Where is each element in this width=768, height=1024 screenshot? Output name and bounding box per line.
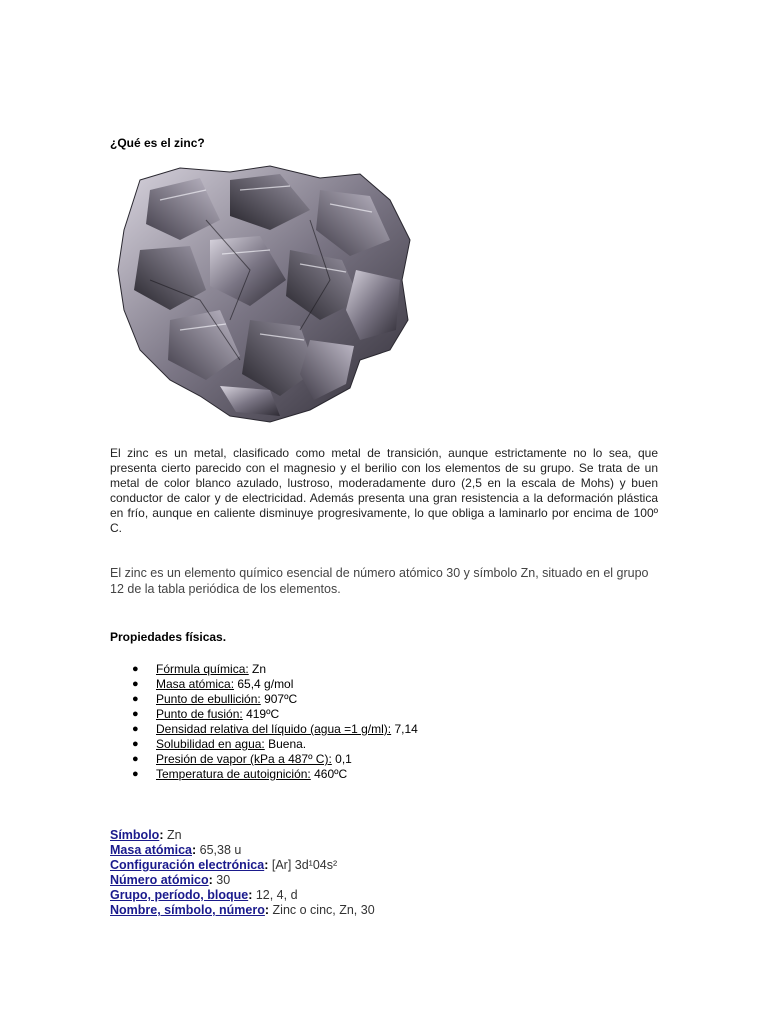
list-item xyxy=(110,767,418,782)
property-label: Densidad relativa del líquido (agua =1 g/ml): xyxy=(156,722,392,736)
fact-value: 65,38 u xyxy=(196,843,242,857)
description-paragraph: El zinc es un metal, clasificado como metal de transición, aunque estrictamente no lo sea, que presenta cierto parecido con el magnesio y el berilio con los elementos de su grupo. Se trata de un metal de color blanco azulado, lustroso, moderadamente duro (2,5 en la escala de Mohs) y buen conductor de calor y de electricidad. Además presenta una gran resistencia a la deformación plástica en frío, aunque en caliente disminuye progresivamente, lo que obliga a laminarlo por encima de 100º C. xyxy=(110,446,658,535)
list-item xyxy=(110,722,418,737)
property-value: Buena. xyxy=(264,737,307,751)
property-label: Punto de fusión: xyxy=(156,707,243,721)
fact-value: [Ar] 3d¹04s² xyxy=(268,858,338,872)
fact-link-nombre-simbolo-numero[interactable]: Nombre, símbolo, número xyxy=(110,903,265,917)
list-item xyxy=(110,677,418,692)
fact-value: Zinc o cinc, Zn, 30 xyxy=(269,903,375,917)
fact-link-masa-atomica[interactable]: Masa atómica xyxy=(110,843,192,857)
definition-paragraph: El zinc es un elemento químico esencial de número atómico 30 y símbolo Zn, situado en el grupo 12 de la tabla periódica de los elementos. xyxy=(110,566,649,596)
fact-link-grupo-periodo-bloque[interactable]: Grupo, período, bloque xyxy=(110,888,249,902)
property-value: 419ºC xyxy=(242,707,280,721)
bullet-icon: ● xyxy=(132,678,139,690)
page-title: ¿Qué es el zinc? xyxy=(110,136,205,150)
fact-link-numero-atomico[interactable]: Número atómico xyxy=(110,873,209,887)
fact-value: 30 xyxy=(212,873,231,887)
property-value: 907ºC xyxy=(260,692,298,706)
property-label: Punto de ebullición: xyxy=(156,692,261,706)
properties-heading: Propiedades físicas. xyxy=(110,630,227,644)
property-label: Masa atómica: xyxy=(156,677,235,691)
fact-row: Configuración electrónica: [Ar] 3d¹04s² xyxy=(110,858,338,872)
fact-row: Símbolo: Zn xyxy=(110,828,182,842)
fact-row: Nombre, símbolo, número: Zinc o cinc, Zn, 30 xyxy=(110,903,375,917)
property-value: 65,4 g/mol xyxy=(234,677,294,691)
fact-value: Zn xyxy=(163,828,182,842)
fact-link-configuracion-electronica[interactable]: Configuración electrónica xyxy=(110,858,265,872)
list-item xyxy=(110,692,418,707)
bullet-icon: ● xyxy=(132,693,139,705)
bullet-icon: ● xyxy=(132,753,139,765)
bullet-icon: ● xyxy=(132,723,139,735)
list-item xyxy=(110,737,418,752)
fact-value: 12, 4, d xyxy=(252,888,298,902)
list-item xyxy=(110,662,418,677)
list-item xyxy=(110,752,418,767)
property-value: Zn xyxy=(248,662,267,676)
zinc-mineral-image xyxy=(110,160,422,432)
element-facts xyxy=(110,828,375,918)
fact-link-simbolo[interactable]: Símbolo xyxy=(110,828,160,842)
property-value: 0,1 xyxy=(331,752,352,766)
bullet-icon: ● xyxy=(132,663,139,675)
fact-row: Número atómico: 30 xyxy=(110,873,231,887)
bullet-icon: ● xyxy=(132,738,139,750)
bullet-icon: ● xyxy=(132,768,139,780)
fact-row: Masa atómica: 65,38 u xyxy=(110,843,242,857)
property-label: Fórmula química: xyxy=(156,662,249,676)
list-item xyxy=(110,707,418,722)
properties-list xyxy=(110,662,418,782)
fact-row: Grupo, período, bloque: 12, 4, d xyxy=(110,888,298,902)
bullet-icon: ● xyxy=(132,708,139,720)
property-label: Solubilidad en agua: xyxy=(156,737,265,751)
property-value: 460ºC xyxy=(310,767,348,781)
property-label: Presión de vapor (kPa a 487º C): xyxy=(156,752,332,766)
property-value: 7,14 xyxy=(391,722,418,736)
property-label: Temperatura de autoignición: xyxy=(156,767,311,781)
